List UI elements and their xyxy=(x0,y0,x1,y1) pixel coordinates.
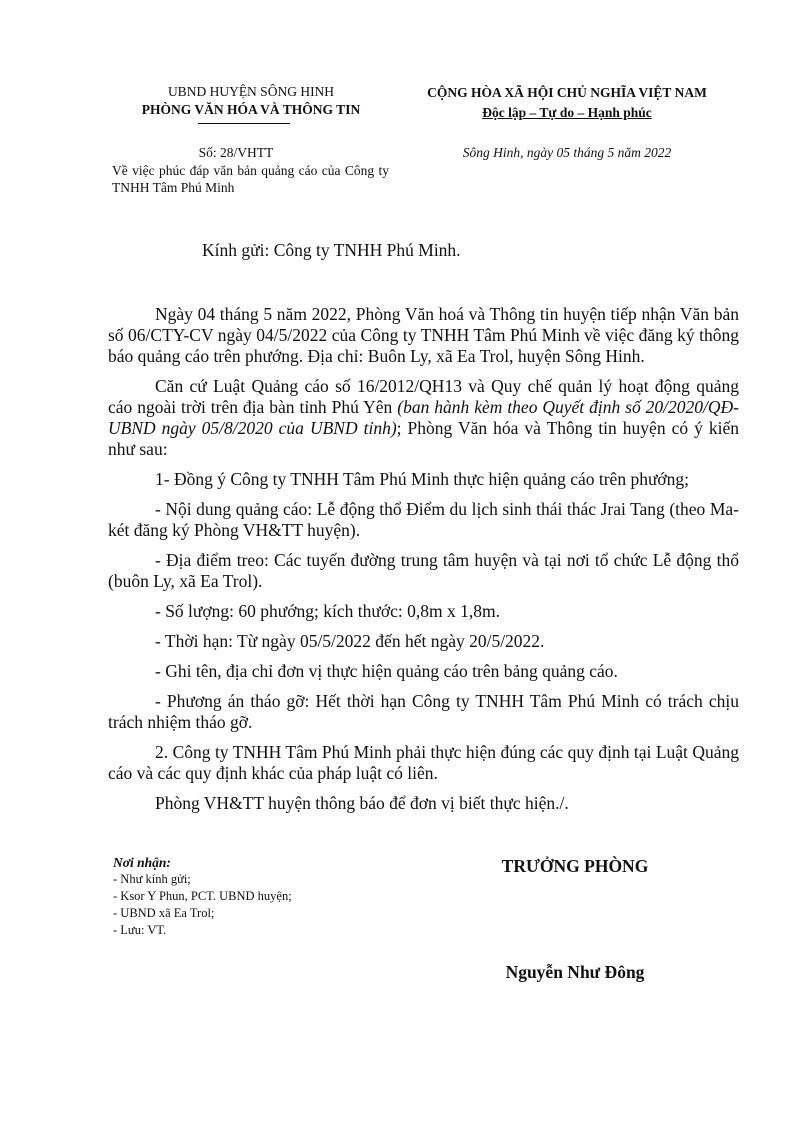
body-paragraph: 1- Đồng ý Công ty TNHH Tâm Phú Minh thực hiện quảng cáo trên phướng; xyxy=(155,469,690,489)
distribution-item: - Như kính gửi; xyxy=(113,872,191,886)
republic-title: CỘNG HÒA XÃ HỘI CHỦ NGHĨA VIỆT NAM xyxy=(427,85,707,100)
signer-title: TRƯỞNG PHÒNG xyxy=(501,856,649,876)
document-number: Số: 28/VHTT xyxy=(198,145,274,160)
body-paragraph: - Phương án tháo gỡ: Hết thời hạn Công ty TNHH Tâm Phú Minh có trách chịu trách nhiệm tháo gỡ. xyxy=(108,691,739,732)
motto: Độc lập – Tự do – Hạnh phúc xyxy=(482,105,652,120)
national-heading xyxy=(402,83,732,123)
body-paragraph: - Ghi tên, địa chỉ đơn vị thực hiện quảng cáo trên bảng quảng cáo. xyxy=(155,661,618,681)
distribution-item: - Ksor Y Phun, PCT. UBND huyện; xyxy=(113,889,292,903)
recipient-line: Kính gửi: Công ty TNHH Phú Minh. xyxy=(202,240,461,260)
body-paragraph: 2. Công ty TNHH Tâm Phú Minh phải thực hiện đúng các quy định tại Luật Quảng cáo và các quy định khác của pháp luật có liên. xyxy=(108,742,739,783)
body-paragraph: Phòng VH&TT huyện thông báo để đơn vị biết thực hiện./. xyxy=(155,793,569,813)
body-paragraph: - Thời hạn: Từ ngày 05/5/2022 đến hết ngày 20/5/2022. xyxy=(155,631,545,651)
distribution-item: - Lưu: VT. xyxy=(113,923,167,937)
body-paragraph: - Địa điểm treo: Các tuyến đường trung tâm huyện và tại nơi tổ chức Lễ động thổ (buôn Ly, xã Ea Trol). xyxy=(108,550,739,591)
document-body xyxy=(108,304,739,823)
issuing-authority xyxy=(108,83,394,119)
distribution-item: - UBND xã Ea Trol; xyxy=(113,906,215,920)
document-subject: Về việc phúc đáp văn bản quảng cáo của Công ty TNHH Tâm Phú Minh xyxy=(112,163,389,195)
body-paragraph: Ngày 04 tháng 5 năm 2022, Phòng Văn hoá và Thông tin huyện tiếp nhận Văn bản số 06/CTY-CV ngày 04/5/2022 của Công ty TNHH Tâm Phú Minh về việc đăng ký thông báo quảng cáo trên phướng. Địa chỉ: Buôn Ly, xã Ea Trol, huyện Sông Hinh. xyxy=(108,304,739,366)
org-name: PHÒNG VĂN HÓA VÀ THÔNG TIN xyxy=(141,102,361,117)
org-parent: UBND HUYỆN SÔNG HINH xyxy=(167,84,335,99)
distribution-title: Nơi nhận: xyxy=(113,855,171,870)
body-paragraph: - Nội dung quảng cáo: Lễ động thổ Điểm du lịch sinh thái thác Jrai Tang (theo Ma-két đăng ký Phòng VH&TT huyện). xyxy=(108,499,739,540)
body-paragraph-legal-basis: Căn cứ Luật Quảng cáo số 16/2012/QH13 và Quy chế quản lý hoạt động quảng cáo ngoài trời trên địa bàn tỉnh Phú Yên (ban hành kèm theo Quyết định số 20/2020/QĐ-UBND ngày 05/8/2020 của UBND tỉnh); Phòng Văn hóa và Thông tin huyện có ý kiến như sau: xyxy=(108,376,740,459)
header-divider xyxy=(198,123,290,124)
distribution-list xyxy=(113,854,393,939)
place-date: Sông Hinh, ngày 05 tháng 5 năm 2022 xyxy=(462,145,672,160)
signer-name: Nguyễn Như Đông xyxy=(505,962,645,982)
body-paragraph: - Số lượng: 60 phướng; kích thước: 0,8m x 1,8m. xyxy=(155,601,500,621)
